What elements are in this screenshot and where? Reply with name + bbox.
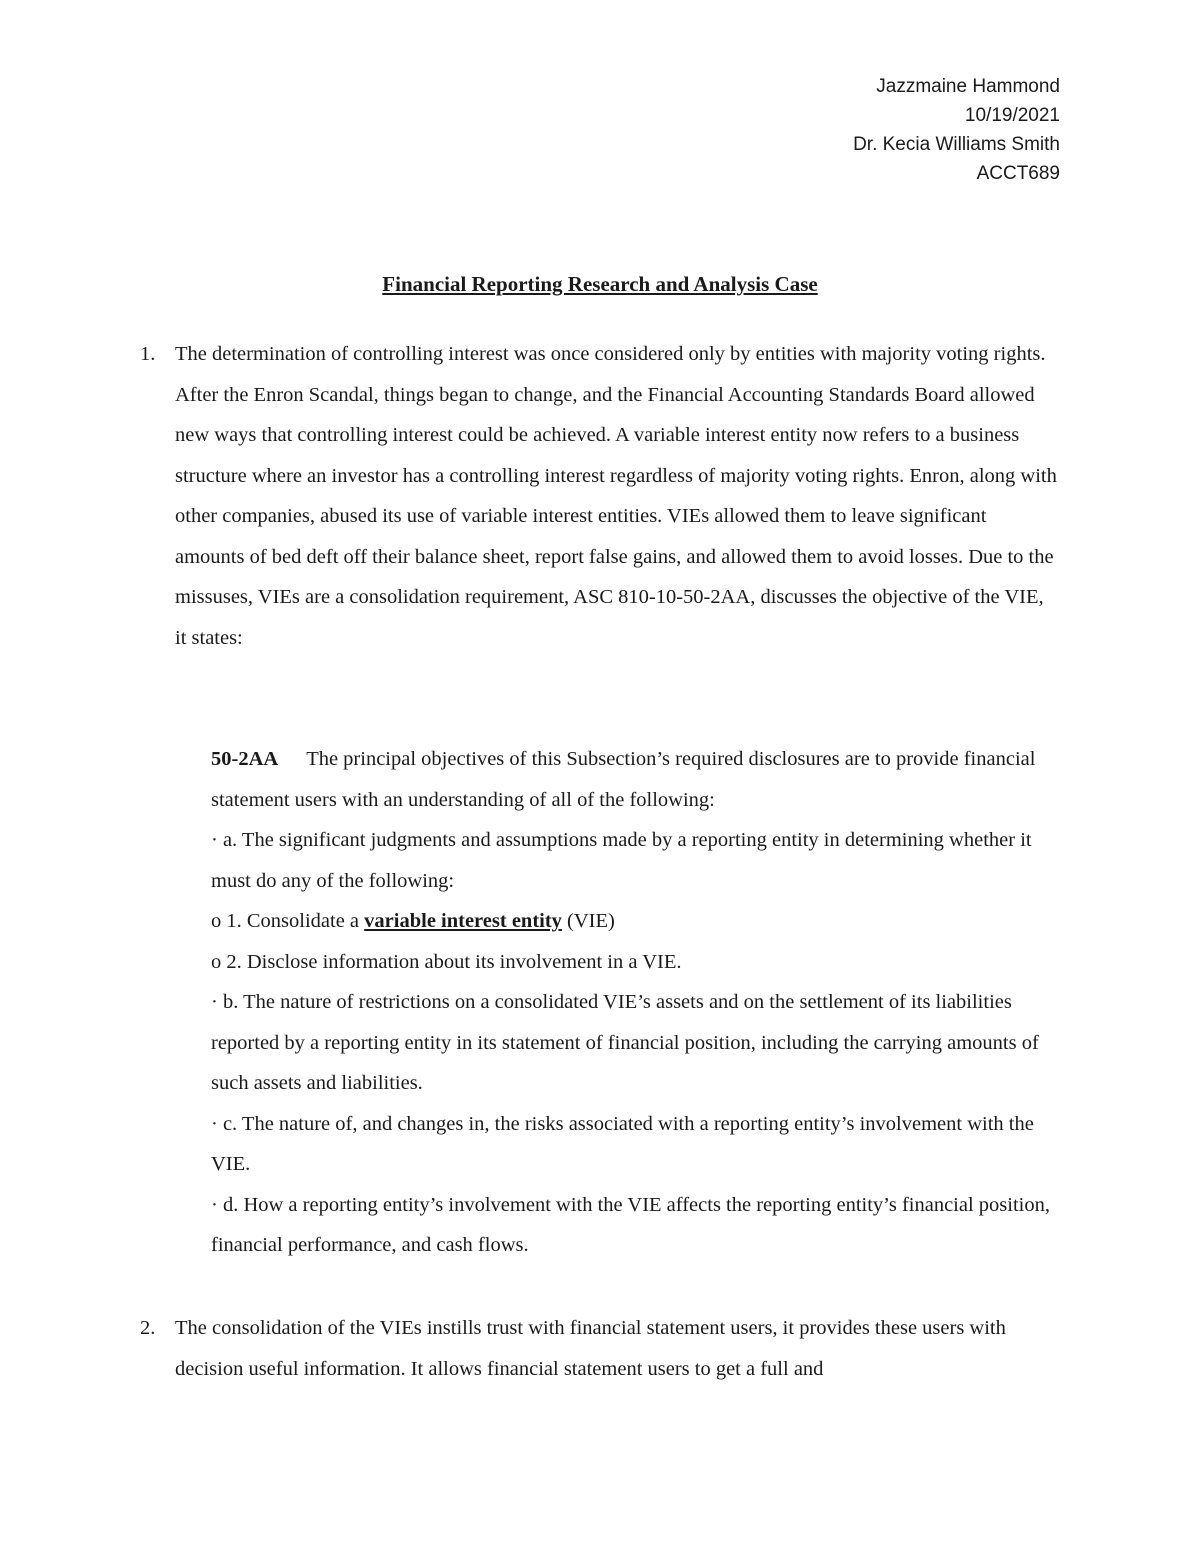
instructor-name: Dr. Kecia Williams Smith bbox=[853, 134, 1060, 155]
asc-code: 50-2AA bbox=[211, 748, 279, 770]
list-item-1 bbox=[140, 334, 1060, 658]
paragraph: The consolidation of the VIEs instills trust with financial statement users, it provides these users with decision useful information. It allows financial statement users to get a full and bbox=[175, 1317, 1006, 1380]
quote-intro-text: The principal objectives of this Subsection’s required disclosures are to provide financial statement users with an understanding of all of the following: bbox=[211, 748, 1036, 811]
asc-quote-block bbox=[211, 739, 1071, 1266]
author-header bbox=[853, 72, 1060, 188]
list-number: 2. bbox=[140, 1317, 156, 1339]
subpoint-1-prefix: o 1. Consolidate a bbox=[211, 910, 365, 932]
list-number: 1. bbox=[140, 343, 156, 365]
quote-intro bbox=[211, 739, 1071, 820]
quote-point-a: · a. The significant judgments and assumptions made by a reporting entity in determining whether it must do any of the following: bbox=[211, 829, 1032, 892]
document-date: 10/19/2021 bbox=[964, 105, 1060, 126]
document-title: Financial Reporting Research and Analysis Case bbox=[382, 272, 818, 296]
author-name: Jazzmaine Hammond bbox=[876, 76, 1060, 97]
list-item-2 bbox=[140, 1308, 1060, 1389]
subpoint-1-suffix: (VIE) bbox=[561, 910, 615, 932]
quote-subpoint-1 bbox=[211, 901, 1071, 942]
quote-point-d: · d. How a reporting entity’s involvement with the VIE affects the reporting entity’s financial position, financial performance, and cash flows. bbox=[211, 1193, 1050, 1256]
quote-subpoint-2: o 2. Disclose information about its involvement in a VIE. bbox=[211, 950, 682, 973]
quote-point-c: · c. The nature of, and changes in, the risks associated with a reporting entity’s involvement with the VIE. bbox=[211, 1112, 1034, 1175]
course-code: ACCT689 bbox=[976, 163, 1060, 184]
quote-point-b: · b. The nature of restrictions on a consolidated VIE’s assets and on the settlement of its liabilities reported by a reporting entity in its statement of financial position, including the carrying amounts of such assets and liabilities. bbox=[211, 991, 1039, 1094]
paragraph: The determination of controlling interest was once considered only by entities with majority voting rights. After the Enron Scandal, things began to change, and the Financial Accounting Standards Board allowed new ways that controlling interest could be achieved. A variable interest entity now refers to a business structure where an investor has a controlling interest regardless of majority voting rights. Enron, along with other companies, abused its use of variable interest entities. VIEs allowed them to leave significant amounts of bed deft off their balance sheet, report false gains, and allowed them to avoid losses. Due to the missuses, VIEs are a consolidation requirement, ASC 810-10-50-2AA, discusses the objective of the VIE, it states: bbox=[175, 343, 1057, 649]
variable-interest-entity-link[interactable]: variable interest entity bbox=[364, 910, 562, 932]
